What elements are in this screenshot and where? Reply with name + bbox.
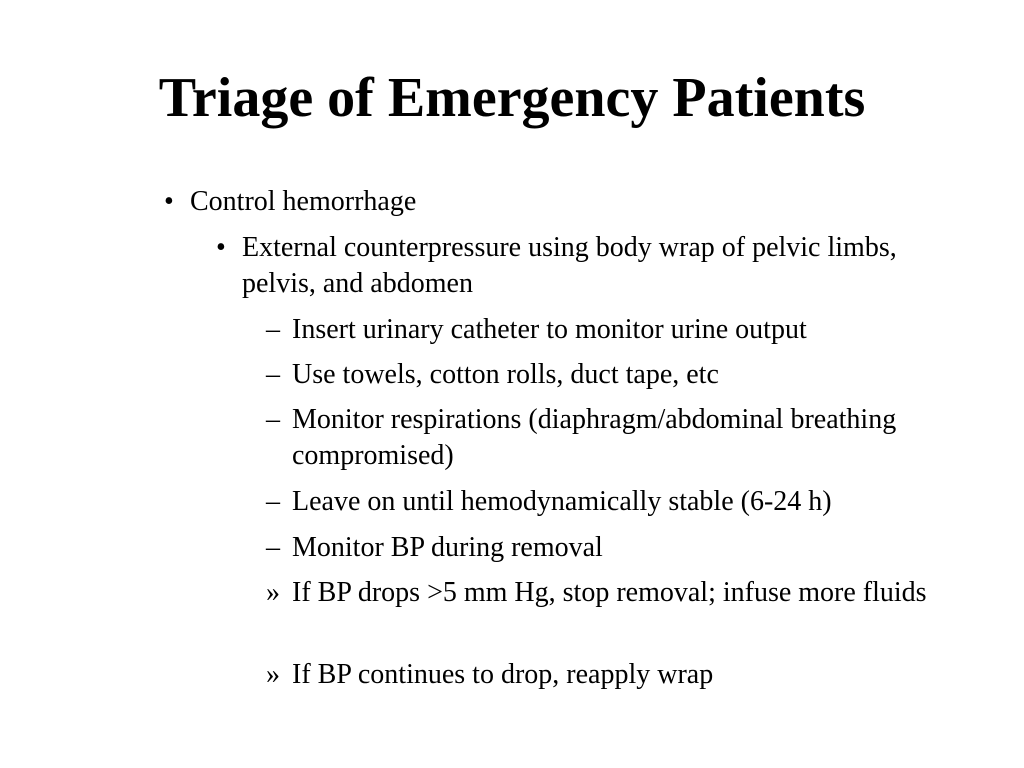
bullet-text: Monitor BP during removal xyxy=(292,532,603,563)
bullet-text: If BP continues to drop, reapply wrap xyxy=(292,659,714,690)
bullet-text: Insert urinary catheter to monitor urine output xyxy=(292,314,807,345)
bullet-item-monitor-respirations xyxy=(266,402,972,474)
bullet-item-urinary-catheter xyxy=(266,312,972,348)
bullet-item-control-hemorrhage xyxy=(164,184,970,220)
dash-marker: – xyxy=(266,404,280,435)
bullet-item-bp-continues xyxy=(266,657,972,693)
bullet-item-external-counterpressure xyxy=(216,230,972,302)
bullet-item-bp-drops xyxy=(266,575,972,611)
dash-marker: – xyxy=(266,314,280,345)
bullet-item-leave-on xyxy=(266,484,972,520)
dash-marker: – xyxy=(266,359,280,390)
bullet-text: Control hemorrhage xyxy=(190,186,417,217)
bullet-text: Monitor respirations (diaphragm/abdominal breathing compromised) xyxy=(292,404,897,471)
bullet-marker: • xyxy=(216,232,226,263)
chevron-marker: » xyxy=(266,577,280,608)
bullet-text: External counterpressure using body wrap of pelvic limbs, pelvis, and abdomen xyxy=(242,232,897,299)
bullet-text: Use towels, cotton rolls, duct tape, etc xyxy=(292,359,719,390)
bullet-marker: • xyxy=(164,186,174,217)
bullet-item-monitor-bp xyxy=(266,530,972,566)
bullet-text: If BP drops >5 mm Hg, stop removal; infuse more fluids xyxy=(292,577,927,608)
dash-marker: – xyxy=(266,532,280,563)
dash-marker: – xyxy=(266,486,280,517)
bullet-item-use-towels xyxy=(266,357,972,393)
chevron-marker: » xyxy=(266,659,280,690)
slide-title: Triage of Emergency Patients xyxy=(158,67,866,129)
bullet-text: Leave on until hemodynamically stable (6-24 h) xyxy=(292,486,832,517)
